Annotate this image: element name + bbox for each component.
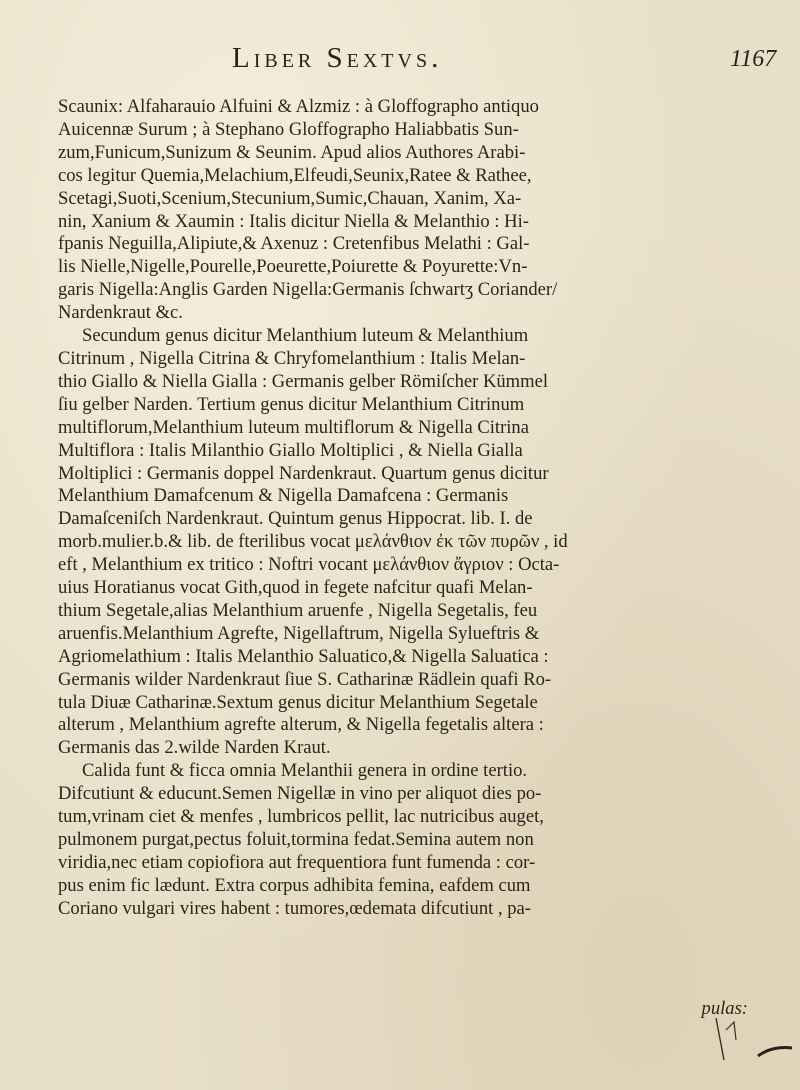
text-line: Scaunix: Alfaharauio Alfuini & Alzmiz : à Gloffographo antiquo xyxy=(58,96,539,117)
text-line: Agriomelathium : Italis Melanthio Saluatico,& Nigella Saluatica : xyxy=(58,645,549,667)
text-line: fpanis Neguilla,Alipiute,& Axenuz : Cretenfibus Melathi : Gal- xyxy=(58,233,530,255)
body-text xyxy=(58,96,748,921)
text-line: viridia,nec etiam copiofiora aut frequentiora funt fumenda : cor- xyxy=(58,851,536,873)
text-line: zum,Funicum,Sunizum & Seunim. Apud alios Authores Arabi- xyxy=(58,141,526,163)
text-line: Calida funt & ficca omnia Melanthii genera in ordine tertio. xyxy=(82,760,528,782)
text-line: Germanis das 2.wilde Narden Kraut. xyxy=(58,737,331,759)
text-line: pulmonem purgat,pectus foluit,tormina fedat.Semina autem non xyxy=(58,829,534,850)
text-line: ſiu gelber Narden. Tertium genus dicitur Melanthium Citrinum xyxy=(58,393,525,415)
text-line: alterum , Melanthium agrefte alterum, & Nigella fegetalis altera : xyxy=(58,714,544,736)
text-line: Difcutiunt & educunt.Semen Nigellæ in vino per aliquot dies po- xyxy=(58,783,542,805)
text-line: Germanis wilder Nardenkraut ſiue S. Catharinæ Rädlein quafi Ro- xyxy=(58,668,552,690)
text-line: morb.mulier.b.& lib. de fterilibus vocat μελάνθιον ἐκ τῶν πυρῶν , id xyxy=(58,531,568,553)
text-line: tula Diuæ Catharinæ.Sextum genus dicitur Melanthium Segetale xyxy=(58,691,538,713)
text-line: Moltiplici : Germanis doppel Nardenkraut. Quartum genus dicitur xyxy=(58,462,549,484)
catchword: pulas: xyxy=(701,998,748,1019)
text-line: Secundum genus dicitur Melanthium luteum & Melanthium xyxy=(82,325,529,347)
text-line: tum,vrinam ciet & menfes , lumbricos pellit, lac nutricibus auget, xyxy=(58,806,544,828)
running-title: Liber Sextvs. xyxy=(232,42,443,74)
page-header xyxy=(0,42,800,82)
text-line: lis Nielle,Nigelle,Pourelle,Poeurette,Poiurette & Poyurette:Vn- xyxy=(58,256,528,278)
text-line: aruenfis.Melanthium Agrefte, Nigellaftrum, Nigella Sylueftris & xyxy=(58,622,540,644)
text-line: Scetagi,Suoti,Scenium,Stecunium,Sumic,Chauan, Xanim, Xa- xyxy=(58,187,522,209)
text-line: garis Nigella:Anglis Garden Nigella:Germanis ſchwartʒ Coriander/ xyxy=(58,279,558,301)
text-line: pus enim fic lædunt. Extra corpus adhibita femina, eafdem cum xyxy=(58,874,531,896)
text-line: thio Giallo & Niella Gialla : Germanis gelber Römiſcher Kümmel xyxy=(58,370,549,392)
page-number: 1167 xyxy=(730,46,777,72)
text-line: Citrinum , Nigella Citrina & Chryfomelanthium : Italis Melan- xyxy=(58,347,526,369)
text-line: Damaſceniſch Nardenkraut. Quintum genus Hippocrat. lib. I. de xyxy=(58,508,533,530)
text-line: multiflorum,Melanthium luteum multiflorum & Nigella Citrina xyxy=(58,416,529,438)
text-line: Coriano vulgari vires habent : tumores,œdemata difcutiunt , pa- xyxy=(58,897,531,919)
text-line: nin, Xanium & Xaumin : Italis dicitur Niella & Melanthio : Hi- xyxy=(58,210,529,232)
margin-ink-mark xyxy=(706,1010,796,1070)
text-line: eft , Melanthium ex tritico : Noftri vocant μελάνθιον ἄγριον : Octa- xyxy=(58,554,560,576)
text-line: Auicennæ Surum ; à Stephano Gloffographo Haliabbatis Sun- xyxy=(58,118,519,140)
text-line: Multiflora : Italis Milanthio Giallo Moltiplici , & Niella Gialla xyxy=(58,439,523,461)
text-line: thium Segetale,alias Melanthium aruenfe , Nigella Segetalis, feu xyxy=(58,599,538,621)
text-line: Nardenkraut &c. xyxy=(58,302,183,324)
text-line: Melanthium Damafcenum & Nigella Damafcena : Germanis xyxy=(58,485,509,507)
text-line: cos legitur Quemia,Melachium,Elfeudi,Seunix,Ratee & Rathee, xyxy=(58,164,532,186)
text-line: uius Horatianus vocat Gith,quod in fegete nafcitur quafi Melan- xyxy=(58,577,533,599)
